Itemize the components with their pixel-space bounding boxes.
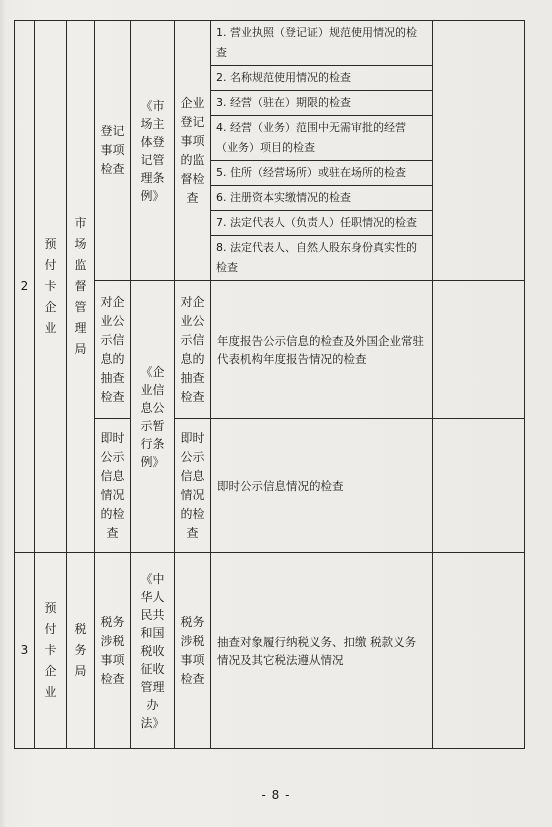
scope-cell: 企业登记事项的监督检查 bbox=[175, 21, 211, 281]
item-desc: 即时公示信息情况的检查 bbox=[211, 419, 433, 553]
remark-cell bbox=[433, 281, 525, 419]
remark-cell bbox=[433, 419, 525, 553]
category-cell: 税务涉税事项检查 bbox=[95, 553, 131, 749]
department-cell: 税务局 bbox=[67, 553, 95, 749]
list-item: 2. 名称规范使用情况的检查 bbox=[211, 66, 432, 91]
basis-cell: 《中华人民共和国税收征收管理办法》 bbox=[131, 553, 175, 749]
list-item: 8. 法定代表人、自然人股东身份真实性的检查 bbox=[216, 241, 417, 274]
subject-cell: 预付卡企业 bbox=[35, 553, 67, 749]
category-cell: 即时公示信息情况的检查 bbox=[95, 419, 131, 553]
items-cell bbox=[211, 21, 433, 281]
category-cell: 对企业公示信息的抽查检查 bbox=[95, 281, 131, 419]
list-item: 4. 经营（业务）范围中无需审批的经营（业务）项目的检查 bbox=[211, 116, 432, 161]
scope-cell: 税务涉税事项检查 bbox=[175, 553, 211, 749]
item-desc: 年度报告公示信息的检查及外国企业常驻代表机构年度报告情况的检查 bbox=[211, 281, 433, 419]
remark-cell bbox=[433, 553, 525, 749]
inspection-table bbox=[14, 20, 525, 749]
basis-cell: 《市场主体登记管理条例》 bbox=[131, 21, 175, 281]
row-index: 2 bbox=[15, 21, 35, 553]
scope-cell: 对企业公示信息的抽查检查 bbox=[175, 281, 211, 419]
list-item: 3. 经营（驻在）期限的检查 bbox=[211, 91, 432, 116]
item-desc: 抽查对象履行纳税义务、扣缴 税款义务情况及其它税法遵从情况 bbox=[211, 553, 433, 749]
list-item: 5. 住所（经营场所）或驻在场所的检查 bbox=[211, 161, 432, 186]
remark-cell bbox=[433, 21, 525, 281]
department-cell: 市场监督管理局 bbox=[67, 21, 95, 553]
list-item: 1. 营业执照（登记证）规范使用情况的检查 bbox=[211, 21, 432, 66]
category-cell: 登记事项检查 bbox=[95, 21, 131, 281]
row-index: 3 bbox=[15, 553, 35, 749]
subject-cell: 预付卡企业 bbox=[35, 21, 67, 553]
list-item: 6. 注册资本实缴情况的检查 bbox=[211, 186, 432, 211]
page-number: - 8 - bbox=[261, 788, 291, 802]
basis-cell: 《企业信息公示暂行条例》 bbox=[131, 281, 175, 553]
scope-cell: 即时公示信息情况的检查 bbox=[175, 419, 211, 553]
list-item: 7. 法定代表人（负责人）任职情况的检查 bbox=[211, 211, 432, 236]
